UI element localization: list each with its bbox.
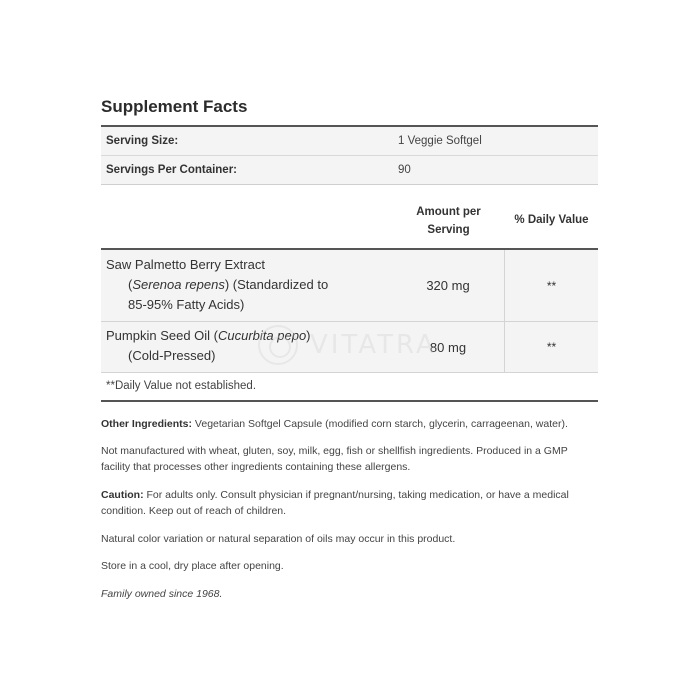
color-variation-note: Natural color variation or natural separation of oils may occur in this product. [101, 533, 456, 545]
serving-size-row [101, 127, 598, 155]
ingredient-name [101, 322, 392, 372]
caution-line: condition. Keep out of reach of children. [101, 505, 287, 517]
ingredient-daily-value: ** [546, 340, 557, 354]
other-ingredients-label: Other Ingredients: [101, 418, 193, 430]
ingredient-amount: 80 mg [392, 322, 505, 372]
allergen-line: Not manufactured with wheat, gluten, soy, milk, egg, fish or shellfish ingredients. Produced in a GMP [101, 445, 568, 457]
amount-header-line2: Serving [427, 224, 470, 236]
amount-header-line1: Amount per [416, 206, 481, 218]
caution-statement [101, 487, 598, 519]
caution-label: Caution: [101, 489, 144, 501]
standardization-text: ) (Standardized to [224, 277, 329, 292]
table-row [101, 322, 598, 372]
serving-size-label: Serving Size: [106, 135, 179, 147]
panel-title: Supplement Facts [101, 97, 248, 116]
daily-value-footnote: **Daily Value not established. [101, 372, 598, 402]
servings-per-container-value: 90 [398, 164, 411, 176]
caution-line: For adults only. Consult physician if pregnant/nursing, taking medication, or have a medical [143, 489, 569, 501]
serving-table [101, 125, 598, 185]
watermark-text: VITATRA [310, 330, 437, 360]
column-header-row [101, 191, 598, 250]
ingredient-name-line [106, 328, 311, 343]
other-ingredients-text: Vegetarian Softgel Capsule (modified corn starch, glycerin, carrageenan, water). [192, 418, 568, 430]
allergen-line: facility that processes other ingredients containing these allergens. [101, 461, 411, 473]
ingredient-common-name: Pumpkin Seed Oil ( [106, 328, 218, 343]
ingredient-name-line: 85-95% Fatty Acids) [128, 297, 245, 312]
latin-name: Serenoa repens [132, 277, 225, 292]
servings-per-container-row [101, 155, 598, 184]
ingredient-name [101, 250, 392, 321]
ingredient-name-line: Saw Palmetto Berry Extract [106, 257, 265, 272]
allergen-statement [101, 443, 598, 475]
ingredient-amount: 320 mg [392, 250, 505, 321]
family-owned-note: Family owned since 1968. [101, 588, 223, 600]
paren: ( [128, 277, 133, 292]
supplement-facts-panel [101, 96, 598, 402]
ingredient-name-line [106, 275, 392, 295]
storage-instructions: Store in a cool, dry place after opening. [101, 560, 284, 572]
serving-size-value: 1 Veggie Softgel [398, 135, 482, 147]
ingredient-column-header [101, 191, 392, 248]
latin-name: Cucurbita pepo [218, 328, 307, 343]
ingredient-daily-value: ** [546, 278, 557, 293]
other-ingredients [101, 416, 598, 432]
amount-column-header [392, 191, 505, 248]
daily-value-column-header: % Daily Value [514, 213, 589, 226]
paren: ) [306, 328, 311, 343]
ingredient-name-line: (Cold-Pressed) [128, 348, 216, 363]
table-row [101, 250, 598, 322]
servings-per-container-label: Servings Per Container: [106, 164, 238, 176]
